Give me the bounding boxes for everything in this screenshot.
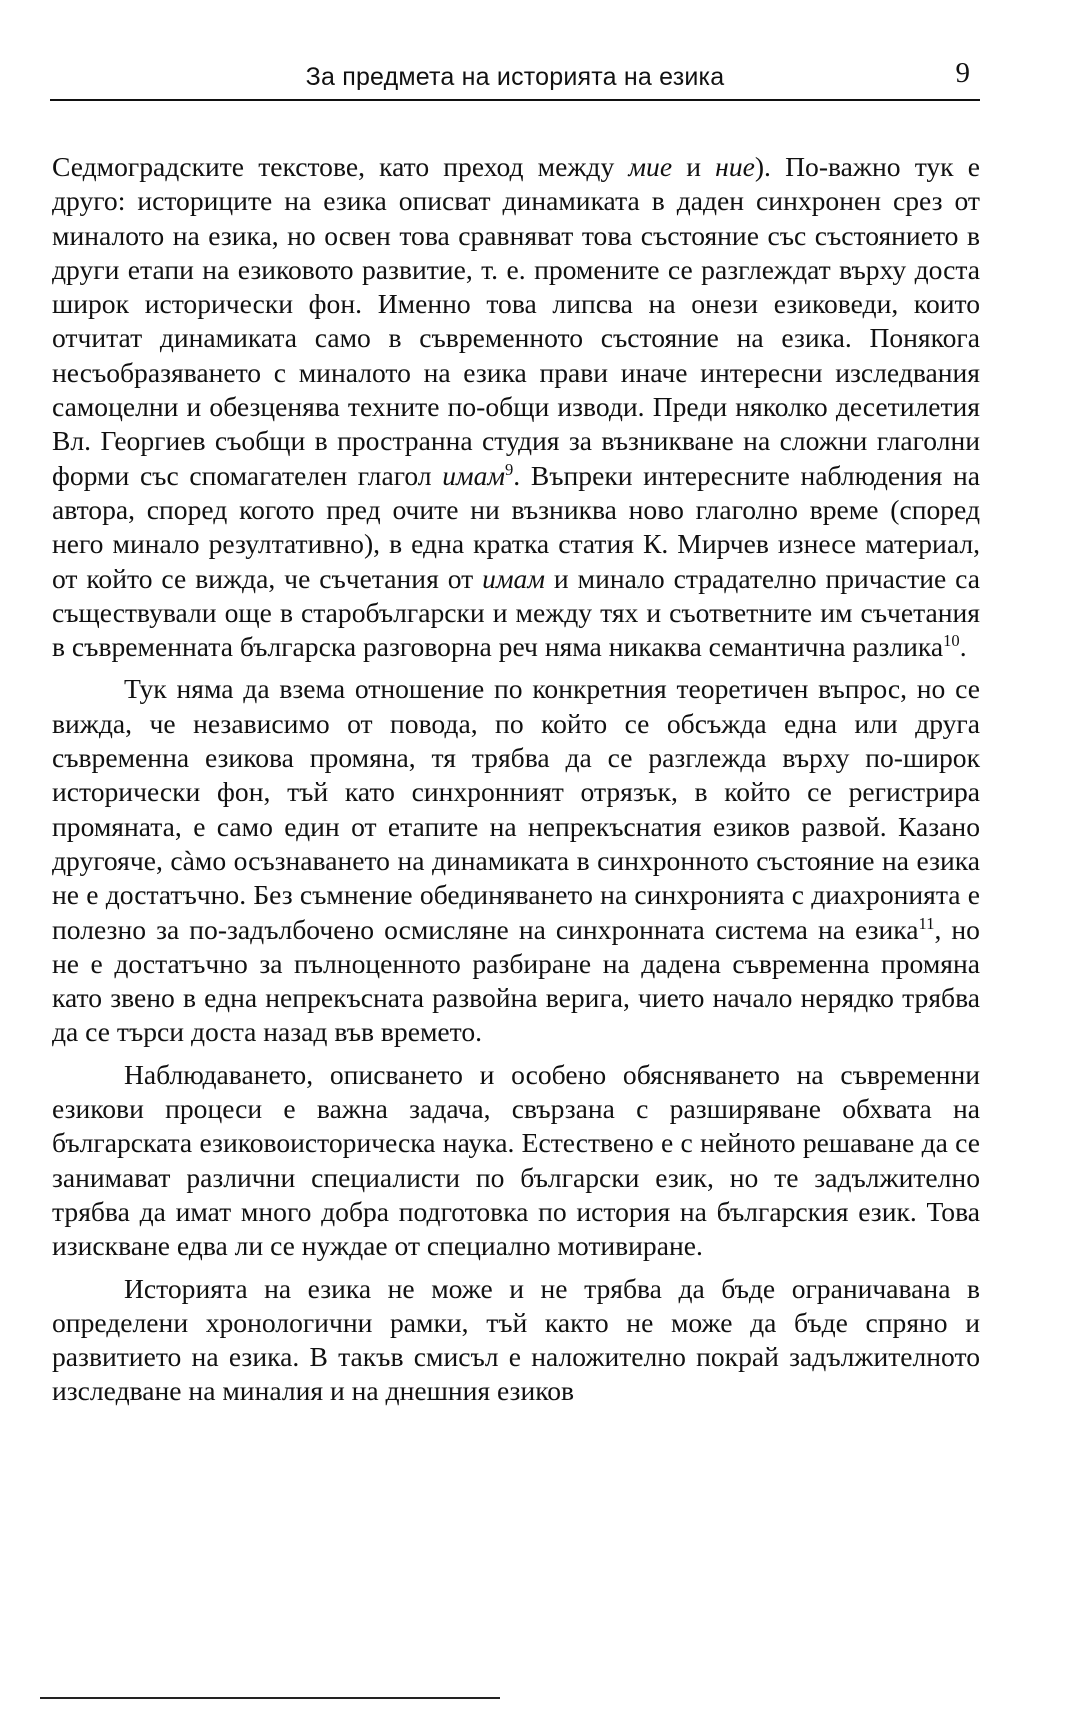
p2-text-b: , но не е достатъчно за пълноценното разбиране на дадена съвременна промяна като звено в една непрекъсната развойна верига, чието начало нерядко трябва да се търси доста назад във времето. xyxy=(52,913,980,1048)
p1-text-b: и xyxy=(672,151,716,182)
paragraph-1 xyxy=(52,150,980,664)
p1-text-a: Седмоградските текстове, като преход между xyxy=(52,151,629,182)
page-number: 9 xyxy=(955,57,970,89)
p1-text-c: ). По-важно тук е друго: историците на езика описват динамиката в даден синхронен срез от миналото на езика, но освен това сравняват това състояние със състоянието в други етапи на езиковото развитие, т. е. промените се разглеждат върху доста широк исторически фон. Именно това липсва на онези езиковеди, които отчитат динамиката само в съвременното състояние на езика. Понякога несъобразяването с миналото на езика прави иначе интересни изследвания самоцелни и обезценява техните по-общи изводи. Преди няколко десетилетия Вл. Георгиев съобщи в пространна студия за възникване на сложни глаголни форми със спомагателен глагол xyxy=(52,151,980,491)
p1-text-f: . xyxy=(959,631,967,663)
bottom-rule xyxy=(40,1697,500,1699)
p1-text-d: . Въпреки интересните наблюдения на автора, според когото пред очите ни възниква ново глаголно време (според него минало резултативно), в една кратка статия К. Мирчев изнесе материал, от който се вижда, че съчетания от xyxy=(52,459,981,594)
paragraph-2 xyxy=(52,672,980,1049)
footnote-ref-9: 9 xyxy=(505,459,514,479)
p1-italic-imam-2: имам xyxy=(482,562,545,594)
p1-italic-imam-1: имам xyxy=(442,459,506,491)
p1-text-e: и минало страдателно причастие са съществували още в старобългарски и между тях и съответните им съчетания в съвременната българска разговорна реч няма никаква семантична разлика xyxy=(52,562,980,663)
p1-italic-mie: мие xyxy=(628,151,673,182)
paragraph-4: Историята на езика не може и не трябва да бъде ограничавана в определени хронологични рамки, тъй както не може да бъде спряно и развитието на езика. В такъв смисъл е наложително покрай задължителното изследване на миналия и на днешния езиков xyxy=(52,1272,980,1407)
footnote-ref-10: 10 xyxy=(943,630,960,650)
footnote-ref-11: 11 xyxy=(918,913,935,933)
p2-text-a: Тук няма да взема отношение по конкретния теоретичен въпрос, но се вижда, че независимо от повода, по който се обсъжда една или друга съвременна езикова промяна, тя трябва да се разглежда върху по-широк исторически фон, тъй като синхронният отрязък, в който се регистрира промяната, е само един от етапите на непрекъснатия езиков развой. Казано другояче, сàмо осъзнаването на динамиката в синхронното състояние на езика не е достатъчно. Без съмнение обединяването на синхронията с диахронията е полезно за по-задълбочено осмисляне на синхронната система на езика xyxy=(52,673,980,945)
running-title: За предмета на историята на езика xyxy=(305,63,725,91)
running-header xyxy=(50,55,980,101)
paragraph-3: Наблюдаването, описването и особено обясняването на съвременни езикови процеси е важна задача, свързана с разширяване обхвата на българската езиковоисторическа наука. Естествено е с нейното решаване да се занимават различни специалисти по български език, но те задължително трябва да имат много добра подготовка по история на българския език. Това изискване едва ли се нуждае от специално мотивиране. xyxy=(52,1058,980,1262)
body-text xyxy=(52,150,980,1409)
p1-italic-nie: ние xyxy=(715,151,755,182)
